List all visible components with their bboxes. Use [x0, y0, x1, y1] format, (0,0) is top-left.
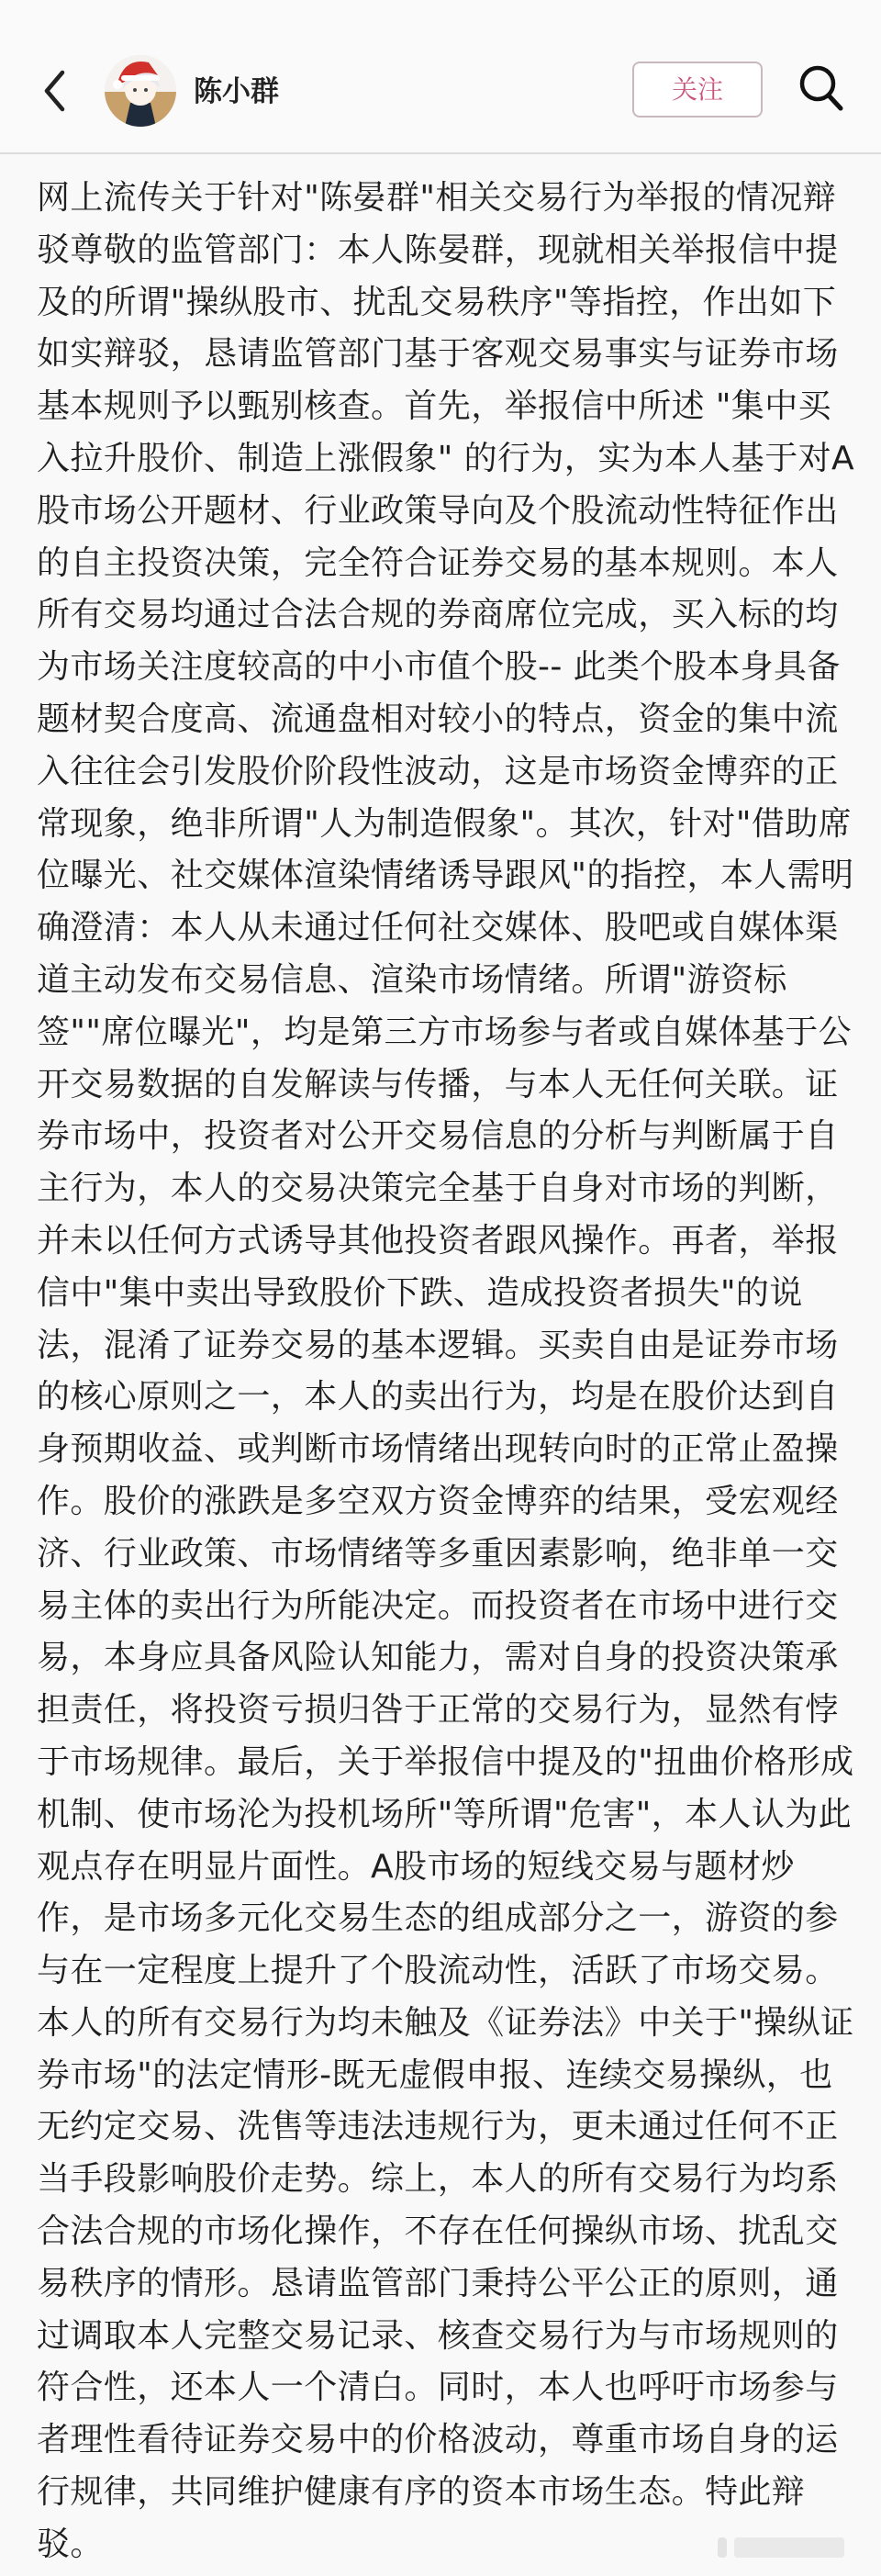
post-text-line: 易秩序的情形。恳请监管部门秉持公平公正的原则，通: [37, 2264, 839, 2302]
follow-button[interactable]: 关注: [632, 62, 763, 118]
post-text-line: 为市场关注度较高的中小市值个股-- 此类个股本身具备: [37, 648, 841, 687]
post-text-line: 符合性，还本人一个清白。同时，本人也呼吁市场参与: [37, 2369, 839, 2407]
top-nav-bar: [0, 0, 881, 154]
post-text-line: 道主动发布交易信息、渲染市场情绪。所谓"游资标: [37, 960, 787, 999]
watermark-icon: [718, 2536, 855, 2559]
post-text-line: 身预期收益、或判断市场情绪出现转向时的正常止盈操: [37, 1430, 839, 1469]
back-button[interactable]: [39, 68, 72, 114]
post-text-line: 法，混淆了证券交易的基本逻辑。买卖自由是证券市场: [37, 1326, 839, 1364]
post-text-line: 入拉升股价、制造上涨假象" 的行为，实为本人基于对A: [37, 439, 855, 477]
post-text-line: 题材契合度高、流通盘相对较小的特点，资金的集中流: [37, 700, 839, 738]
post-text-line: 无约定交易、洗售等违法违规行为，更未通过任何不正: [37, 2108, 839, 2146]
post-text-line: 于市场规律。最后，关于举报信中提及的"扭曲价格形成: [37, 1742, 854, 1781]
post-text-line: 作。股价的涨跌是多空双方资金博弈的结果，受宏观经: [37, 1482, 839, 1520]
post-text-line: 担责任，将投资亏损归咎于正常的交易行为，显然有悖: [37, 1691, 839, 1730]
post-text-line: 信中"集中卖出导致股价下跌、造成投资者损失"的说: [37, 1273, 803, 1312]
avatar[interactable]: [105, 55, 176, 127]
post-text-line: 签""席位曝光"，均是第三方市场参与者或自媒体基于公: [37, 1013, 853, 1051]
post-text-line: 行规律，共同维护健康有序的资本市场生态。特此辩: [37, 2473, 806, 2512]
post-text-line: 机制、使市场沦为投机场所"等所谓"危害"，本人认为此: [37, 1795, 853, 1833]
search-button[interactable]: [797, 62, 846, 114]
post-text-line: 驳。: [37, 2525, 104, 2563]
post-text-line: 过调取本人完整交易记录、核查交易行为与市场规则的: [37, 2316, 839, 2355]
post-text-line: 入往往会引发股价阶段性波动，这是市场资金博弈的正: [37, 752, 839, 790]
username[interactable]: 陈小群: [194, 75, 279, 108]
post-text-line: 观点存在明显片面性。A股市场的短线交易与题材炒: [37, 1847, 795, 1886]
post-text-line: 确澄清：本人从未通过任何社交媒体、股吧或自媒体渠: [37, 909, 839, 947]
chevron-left-icon: [39, 68, 72, 114]
post-text-line: 者理性看待证券交易中的价格波动，尊重市场自身的运: [37, 2421, 839, 2459]
post-text-line: 开交易数据的自发解读与传播，与本人无任何关联。证: [37, 1065, 839, 1103]
search-icon: [797, 62, 846, 114]
post-text-line: 驳尊敬的监管部门：本人陈晏群，现就相关举报信中提: [37, 230, 839, 269]
post-text-line: 及的所谓"操纵股市、扰乱交易秩序"等指控，作出如下: [37, 283, 837, 321]
post-text-line: 与在一定程度上提升了个股流动性，活跃了市场交易。: [37, 1952, 839, 1990]
post-text-line: 并未以任何方式诱导其他投资者跟风操作。再者，举报: [37, 1221, 839, 1260]
post-text-line: 股市场公开题材、行业政策导向及个股流动性特征作出: [37, 491, 839, 530]
post-text-line: 的核心原则之一，本人的卖出行为，均是在股价达到自: [37, 1378, 839, 1417]
post-text-line: 如实辩驳，恳请监管部门基于客观交易事实与证券市场: [37, 335, 839, 374]
post-text-line: 基本规则予以甄别核查。首先，举报信中所述 "集中买: [37, 387, 832, 426]
post-text-line: 济、行业政策、市场情绪等多重因素影响，绝非单一交: [37, 1534, 839, 1573]
post-text-line: 当手段影响股价走势。综上，本人的所有交易行为均系: [37, 2160, 839, 2199]
post-text-line: 本人的所有交易行为均未触及《证券法》中关于"操纵证: [37, 2003, 854, 2042]
post-text-line: 合法合规的市场化操作，不存在任何操纵市场、扰乱交: [37, 2212, 839, 2251]
post-text-line: 所有交易均通过合法合规的券商席位完成，买入标的均: [37, 596, 839, 634]
post-text-line: 常现象，绝非所谓"人为制造假象"。其次，针对"借助席: [37, 804, 853, 843]
post-text-line: 易，本身应具备风险认知能力，需对自身的投资决策承: [37, 1639, 839, 1677]
post-text-line: 易主体的卖出行为所能决定。而投资者在市场中进行交: [37, 1586, 839, 1625]
post-text-line: 作，是市场多元化交易生态的组成部分之一，游资的参: [37, 1899, 839, 1938]
post-text-line: 网上流传关于针对"陈晏群"相关交易行为举报的情况辩: [37, 179, 837, 217]
post-text-line: 券市场"的法定情形-既无虚假申报、连续交易操纵，也: [37, 2055, 833, 2094]
post-body: [37, 173, 863, 2571]
avatar-image-icon: [105, 55, 176, 127]
post-text-line: 主行为，本人的交易决策完全基于自身对市场的判断，: [37, 1170, 839, 1208]
post-text-line: 的自主投资决策，完全符合证券交易的基本规则。本人: [37, 543, 839, 582]
post-text-line: 券市场中，投资者对公开交易信息的分析与判断属于自: [37, 1117, 839, 1156]
post-text-line: 位曝光、社交媒体渲染情绪诱导跟风"的指控，本人需明: [37, 857, 854, 895]
